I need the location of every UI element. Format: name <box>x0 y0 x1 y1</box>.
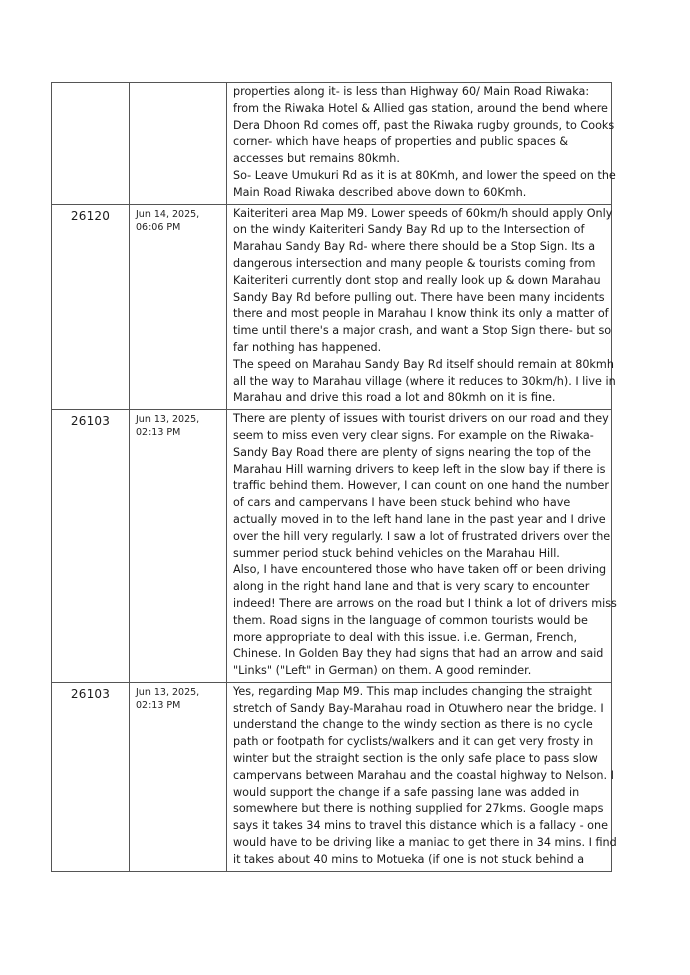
table-row <box>52 204 612 410</box>
comment-line: it takes about 40 mins to Motueka (if one is not stuck behind a <box>233 852 585 866</box>
submission-date: Jun 14, 2025, <box>136 208 200 220</box>
comment-line: summer period stuck behind vehicles on the Marahau Hill. <box>233 546 560 560</box>
comment-line: Main Road Riwaka described above down to 60Kmh. <box>233 185 527 199</box>
comment-line: Sandy Bay Road there are plenty of signs nearing the top of the <box>233 445 591 459</box>
submission-time: 02:13 PM <box>136 427 181 439</box>
submissions-table <box>51 82 617 872</box>
comment-line: campervans between Marahau and the coastal highway to Nelson. I <box>233 768 614 782</box>
submission-date: Jun 13, 2025, <box>136 686 200 698</box>
comment-line: Marahau Sandy Bay Rd- where there should be a Stop Sign. Its a <box>233 240 596 254</box>
comment-line: far nothing has happened. <box>233 340 382 354</box>
comment-line: dangerous intersection and many people & tourists coming from <box>233 256 596 270</box>
submission-time: 06:06 PM <box>136 221 181 233</box>
submission-date: Jun 13, 2025, <box>136 414 200 426</box>
submission-date-cell <box>130 682 227 871</box>
comment-line: over the hill very regularly. I saw a lot of frustrated drivers over the <box>233 529 611 543</box>
submission-id: 26120 <box>52 204 130 410</box>
comment-line: Marahau Hill warning drivers to keep left in the slow bay if there is <box>233 462 606 476</box>
comment-line: Sandy Bay Rd before pulling out. There have been many incidents <box>233 290 605 304</box>
comment-line: accesses but remains 80kmh. <box>233 152 400 166</box>
comment-line: time until there's a major crash, and want a Stop Sign there- but so <box>233 324 612 338</box>
comment-line: there and most people in Marahau I know think its only a matter of <box>233 307 609 321</box>
comment-line: Kaiteriteri currently dont stop and really look up & down Marahau <box>233 273 601 287</box>
submissions-table-body <box>52 83 617 872</box>
table-row <box>52 682 612 871</box>
submission-id: 26103 <box>52 682 130 871</box>
submission-date-cell <box>130 204 227 410</box>
table-row <box>52 83 612 205</box>
comment-line: Yes, regarding Map M9. This map includes changing the straight <box>233 684 592 698</box>
comment-line: Dera Dhoon Rd comes off, past the Riwaka rugby grounds, to Cooks <box>233 118 615 132</box>
comment-line: all the way to Marahau village (where it reduces to 30km/h). I live in <box>233 374 616 388</box>
comment-line: Chinese. In Golden Bay they had signs that had an arrow and said <box>233 647 604 661</box>
comment-line: would support the change if a safe passing lane was added in <box>233 785 580 799</box>
comment-line: So- Leave Umukuri Rd as it is at 80Kmh, and lower the speed on the <box>233 168 616 182</box>
comment-line: corner- which have heaps of properties and public spaces & <box>233 135 569 149</box>
comment-line: traffic behind them. However, I can count on one hand the number <box>233 479 609 493</box>
submission-comment <box>227 204 616 410</box>
submission-date-cell <box>130 83 227 205</box>
comment-line: "Links" ("Left" in German) on them. A good reminder. <box>233 664 532 678</box>
submission-id <box>52 83 130 205</box>
table-row <box>52 410 612 683</box>
comment-line: says it takes 34 mins to travel this distance which is a fallacy - one <box>233 819 608 833</box>
comment-line: Kaiteriteri area Map M9. Lower speeds of 60km/h should apply Only <box>233 206 613 220</box>
comment-line: them. Road signs in the language of common tourists would be <box>233 613 588 627</box>
submission-date-cell <box>130 410 227 683</box>
comment-line: Marahau and drive this road a lot and 80kmh on it is fine. <box>233 391 556 405</box>
comment-line: indeed! There are arrows on the road but I think a lot of drivers miss <box>233 596 617 610</box>
comment-line: from the Riwaka Hotel & Allied gas station, around the bend where <box>233 101 608 115</box>
comment-line: The speed on Marahau Sandy Bay Rd itself should remain at 80kmh <box>233 357 614 371</box>
comment-line: There are plenty of issues with tourist drivers on our road and they <box>233 412 609 426</box>
comment-line: along in the right hand lane and that is very scary to encounter <box>233 580 590 594</box>
comment-line: would have to be driving like a maniac to get there in 34 mins. I find <box>233 836 617 850</box>
comment-line: somewhere but there is nothing supplied for 27kms. Google maps <box>233 802 604 816</box>
comment-line: properties along it- is less than Highway 60/ Main Road Riwaka: <box>233 85 590 98</box>
comment-line: seem to miss even very clear signs. For example on the Riwaka- <box>233 428 594 442</box>
comment-line: actually moved in to the left hand lane in the past year and I drive <box>233 512 606 526</box>
submission-comment <box>227 410 617 683</box>
submission-comment <box>227 682 617 871</box>
comment-line: more appropriate to deal with this issue. i.e. German, French, <box>233 630 578 644</box>
comment-line: on the windy Kaiteriteri Sandy Bay Rd up to the Intersection of <box>233 223 585 237</box>
submission-time: 02:13 PM <box>136 699 181 711</box>
submission-comment <box>227 83 616 205</box>
comment-line: winter but the straight section is the only safe place to pass slow <box>233 752 598 766</box>
submission-id: 26103 <box>52 410 130 683</box>
comment-line: stretch of Sandy Bay-Marahau road in Otuwhero near the bridge. I <box>233 701 604 715</box>
comment-line: understand the change to the windy section as there is no cycle <box>233 718 593 732</box>
comment-line: path or footpath for cyclists/walkers and it can get very frosty in <box>233 735 594 749</box>
comment-line: of cars and campervans I have been stuck behind who have <box>233 496 571 510</box>
comment-line: Also, I have encountered those who have taken off or been driving <box>233 563 607 577</box>
